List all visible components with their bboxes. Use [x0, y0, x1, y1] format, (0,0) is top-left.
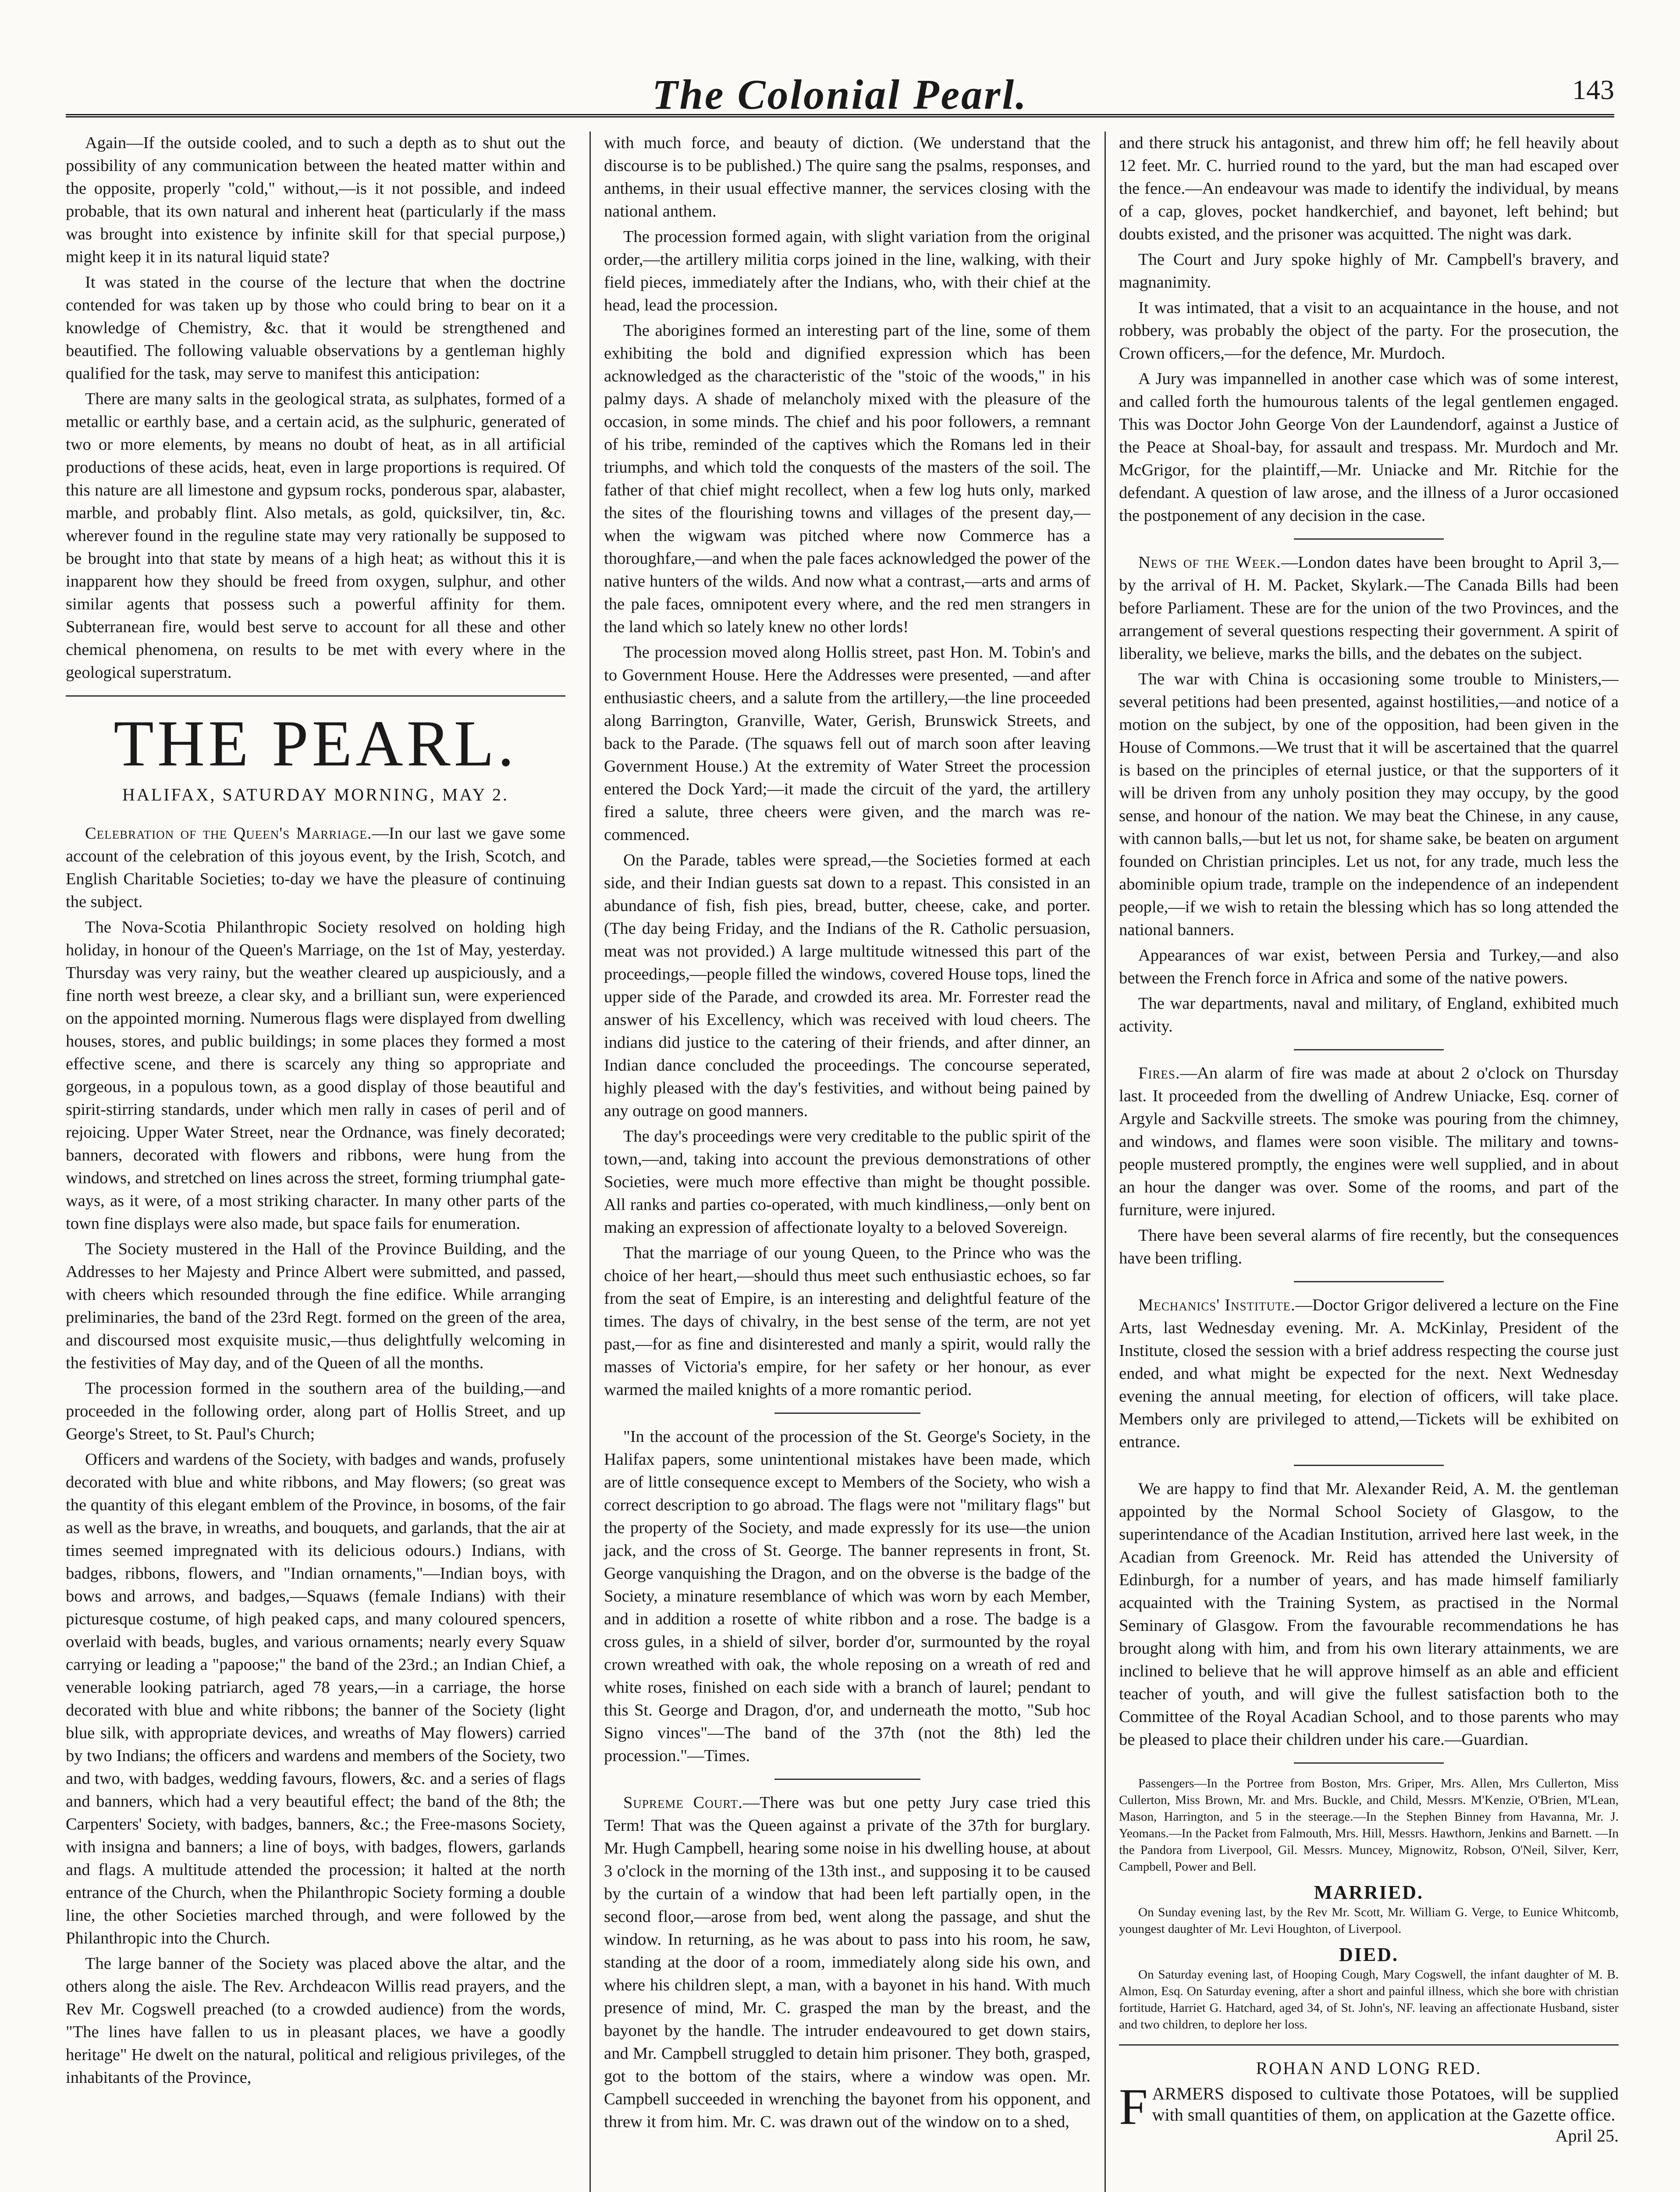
- paragraph: The procession formed again, with slight variation from the original order,—the artillery militia corps joined in the line, walking, with their field pieces, immediately after the Indians, who, with their chief at the head, lead the procession.: [604, 228, 1090, 314]
- article-heading: News of the Week.: [1138, 553, 1281, 572]
- column-3: [1105, 132, 1619, 2192]
- advertisement-date: April 25.: [1555, 2126, 1619, 2146]
- divider: [1294, 1465, 1444, 1466]
- article-text: —In our last we gave some account of the celebration of this joyous event, by the Irish, Scotch, and English Charitable Societies; to-day we have the pleasure of continuing the subject.: [66, 824, 565, 911]
- paragraph: The large banner of the Society was placed above the altar, and the others along the aisle. The Rev. Archdeacon Willis read prayers, and the Rev Mr. Cogswell preached (to a crowded audience) from the words, "The lines have fallen to us in pleasant places, we have a goodly heritage" He dwelt on the natural, political and religious privileges, of the inhabitants of the Province,: [66, 1954, 565, 2087]
- paragraph: That the marriage of our young Queen, to the Prince who was the choice of her heart,—should thus meet such enthusiastic echoes, so far from the seat of Empire, is an interesting and delightful feature of the times. The days of chivalry, in the best sense of the term, are not yet past,—for as fine and disinterested and manly a spirit, would rally the masses of Victoria's empire, for her safety or her honour, as ever warmed the mailed knights of a more romantic period.: [604, 1244, 1090, 1399]
- paragraph: "In the account of the procession of the St. George's Society, in the Halifax papers, some unintentional mistakes have been made, which are of little consequence except to Members of the Society, who wish a correct description to go abroad. The flags were not "military flags" but the property of the Society, and made expressly for its use—the union jack, and the cross of St. George. The banner represents in front, St. George vanquishing the Dragon, and on the obverse is the badge of the Society, a minature resemblance of which was worn by each Member, and in addition a rosette of white ribbon and a rose. The badge is a cross gules, in a shield of silver, border d'or, surmounted by the royal crown wreathed with oak, the whole reposing on a wreath of red and white roses, finished on each side with a branch of laurel; pendant to this St. George and Dragon, d'or, and underneath the motto, "Sub hoc Signo vinces"—The band of the 37th (not the 8th) led the procession."—Times.: [604, 1427, 1090, 1765]
- article-lead: [604, 1791, 1090, 2133]
- paragraph: The aborigines formed an interesting part of the line, some of them exhibiting the bold and dignified expression which has been acknowledged as the characteristic of the "stoic of the woods," in his palmy days. A shade of melancholy mixed with the pleasure of the occasion, in some minds. The chief and his poor followers, a remnant of his tribe, reminded of the captives which the Romans led in their triumphs, and which told the conquests of the masters of the soil. The father of that chief might recollect, when a few log huts only, marked the sites of the flourishing towns and villages of the present day,—when the wigwam was pitched where now Commerce has a thoroughfare,—and when the pale faces acknowledged the power of the native hunters of the wilds. And now what a contrast,—arts and arms of the pale faces, omnipotent every where, and the red men strangers in the land which so lately knew no other lords!: [604, 321, 1090, 636]
- divider: [1119, 2044, 1619, 2046]
- article-lead: [66, 822, 565, 913]
- article-lead: [1119, 1294, 1619, 1453]
- article-heading: Celebration of the Queen's Marriage.: [85, 824, 372, 843]
- divider: [774, 1413, 920, 1414]
- divider: [774, 1779, 920, 1780]
- paragraph: Again—If the outside cooled, and to such a depth as to shut out the possibility of any communication between the heated matter within and the opposite, properly "cold," without,—is it not possible, and indeed probable, that its own natural and inherent heat (particularly if the mass was brought into existence by infinite skill for that special purpose,) might keep it in its natural liquid state?: [66, 134, 565, 266]
- paragraph: The Society mustered in the Hall of the Province Building, and the Addresses to her Majesty and Prince Albert were submitted, and passed, with cheers which resounded through the fine edifice. While arranging preliminaries, the band of the 23rd Regt. formed on the green of the area, and discoursed most exquisite music,—thus delightfully welcoming in the festivities of May day, and of the Queen of all the months.: [66, 1240, 565, 1372]
- paragraph: The procession formed in the southern area of the building,—and proceeded in the following order, along part of Hollis Street, and up George's Street, to St. Paul's Church;: [66, 1379, 565, 1443]
- paragraph: with much force, and beauty of diction. (We understand that the discourse is to be published.) The quire sang the psalms, responses, and anthems, in their usual effective manner, the services closing with the national anthem.: [604, 134, 1090, 221]
- divider: [1294, 1762, 1444, 1764]
- advertisement-body: [1119, 2078, 1619, 2146]
- paragraph: A Jury was impannelled in another case which was of some interest, and called forth the humourous talents of the legal gentlemen engaged. This was Doctor John George Von der Laundendorf, against a Justice of the Peace at Shoal-bay, for assault and trespass. Mr. Murdoch and Mr. McGrigor, for the plaintiff,—Mr. Uniacke and Mr. Ritchie for the defendant. A question of law arose, and the illness of a Juror occasioned the postponement of any decision in the case.: [1119, 370, 1619, 525]
- paragraph: We are happy to find that Mr. Alexander Reid, A. M. the gentleman appointed by the Normal School Society of Glasgow, to the superintendance of the Acadian Institution, arrived here last week, in the Acadian from Greenock. Mr. Reid has attended the University of Edinburgh, for a number of years, and has made himself familiarly acquainted with the Training System, as practised in the Normal Seminary of Glasgow. From the favourable recommendations he has brought along with him, and from his own literary attainments, we are inclined to believe that he will approve himself as an able and efficient teacher of youth, and will give the fullest satisfaction both to the Committee of the Royal Acadian School, and to those parents who may be pleased to place their children under his care.—Guardian.: [1119, 1480, 1619, 1749]
- paragraph: On the Parade, tables were spread,—the Societies formed at each side, and their Indian guests sat down to a repast. This consisted in an abundance of fish, fish pies, bread, butter, cheese, cake, and porter. (The day being Friday, and the Indians of the R. Catholic persuasion, meat was not provided.) A large multitude witnessed this part of the proceedings,—people filled the windows, covered House tops, lined the upper side of the Parade, and crowded its area. Mr. Forrester read the answer of his Excellency, which was received with loud cheers. The indians did justice to the catering of their friends, and after dinner, an Indian dance concluded the proceedings. The concourse seperated, highly pleased with the day's festivities, and without being pained by any outrage on good manners.: [604, 851, 1090, 1120]
- article-text: —Doctor Grigor delivered a lecture on the Fine Arts, last Wednesday evening. Mr. A. McKinlay, President of the Institute, closed the session with a brief address respecting the course just ended, and what might be expected for the next. Next Wednesday evening the annual meeting, for election of officers, will take place. Members only are privileged to attend,—Tickets will be exhibited on entrance.: [1119, 1296, 1619, 1451]
- died-notice: On Saturday evening last, of Hooping Cough, Mary Cogswell, the infant daughter of M. B. Almon, Esq. On Saturday evening, after a short and painful illness, which she bore with christian fortitude, Harriet G. Hatchard, aged 34, of St. John's, NF. leaving an affectionate Husband, sister and two children, to deplore her loss.: [1119, 1968, 1619, 2032]
- paragraph: The war departments, naval and military, of England, exhibited much activity.: [1119, 994, 1619, 1036]
- article-heading: Supreme Court.: [623, 1793, 743, 1812]
- advertisement-text: ARMERS disposed to cultivate those Potatoes, will be supplied with small quantities of them, on application at the Gazette office.: [1152, 2084, 1619, 2124]
- paragraph: The war with China is occasioning some trouble to Ministers,—several petitions had been presented, against hostilities,—and notice of a motion on the subject, by one of the opposition, had been given in the House of Commons.—We trust that it will be ascertained that the quarrel is based on the principles of eternal justice, or that the supporters of it will be driven from any unholy position they may occupy, by the good sense, and honour of the nation. We may beat the Chinese, in any cause, with cannon balls,—but let us not, for shame sake, be beaten on argument founded on Christian principles. Let us not, for any trade, much less the abominible opium trade, trample on the independence of an independent people,—if we wish to retain the blessing which has so long attended the national banners.: [1119, 670, 1619, 939]
- column-1: [66, 132, 565, 2192]
- married-notice: On Sunday evening last, by the Rev Mr. Scott, Mr. William G. Verge, to Eunice Whitcomb, youngest daughter of Mr. Levi Houghton, of Liverpool.: [1119, 1905, 1619, 1936]
- article-text: —London dates have been brought to April 3,—by the arrival of H. M. Packet, Skylark.—The Canada Bills had been before Parliament. These are for the union of the two Provinces, and the arrangement of several questions respecting their government. A spirit of liberality, we believe, marks the bills, and the debates on the subject.: [1119, 553, 1619, 663]
- paragraph: The day's proceedings were very creditable to the public spirit of the town,—and, taking into account the previous demonstrations of other Societies, were much more effective than might be thought possible. All ranks and parties co-operated, with much kindliness,—only bent on making an expression of affectionate loyalty to a beloved Sovereign.: [604, 1127, 1090, 1237]
- married-heading: MARRIED.: [1314, 1882, 1424, 1903]
- paragraph: Appearances of war exist, between Persia and Turkey,—and also between the French force in Africa and some of the native powers.: [1119, 946, 1619, 987]
- paragraph: It was intimated, that a visit to an acquaintance in the house, and not robbery, was probably the object of the party. For the prosecution, the Crown officers,—for the defence, Mr. Murdoch.: [1119, 299, 1619, 363]
- article-heading: Mechanics' Institute.: [1138, 1296, 1296, 1314]
- paragraph: The procession moved along Hollis street, past Hon. M. Tobin's and to Government House. Here the Addresses were presented, —and after enthusiastic cheers, and a salute from the artillery,—the line proceeded along Barrington, Granville, Water, Gerish, Brunswick Streets, and back to the Parade. (The squaws fell out of march soon after leaving Government House.) At the extremity of Water Street the procession entered the Dock Yard;—it made the circuit of the yard, the artillery fired a salute, three cheers were given, and the march was re-commenced.: [604, 643, 1090, 844]
- newspaper-title: The Colonial Pearl.: [652, 71, 1028, 118]
- paragraph: The Nova-Scotia Philanthropic Society resolved on holding high holiday, in honour of the Queen's Marriage, on the 1st of May, yesterday. Thursday was very rainy, but the weather cleared up auspiciously, and a fine north west breeze, a clear sky, and a brilliant sun, were experienced on the appointed morning. Numerous flags were displayed from dwelling houses, stores, and public buildings; in some places they formed a most effective scene, and there is scarcely any thing so appropriate and gorgeous, in a populous town, as a good display of those beautiful and spirit-stirring standards, under which men rally in cases of peril and of rejoicing. Upper Water Street, near the Ordnance, was finely decorated; banners, decorated with flowers and ribbons, were hung from the windows, and stretched on lines across the street, forming triumphal gate-ways, as it were, of a most striking character. In many other parts of the town fine displays were also made, but space fails for enumeration.: [66, 918, 565, 1233]
- paragraph: Officers and wardens of the Society, with badges and wands, profusely decorated with blue and white ribbons, and May flowers; (so great was the quantity of this elegant emblem of the Province, in bosoms, of the fair as well as the brave, in wreaths, and bouquets, and garlands, that the air at times seemed impregnated with its delicious odours.) Indians, with badges, ribbons, flowers, and "Indian ornaments,"—Indian boys, with bows and arrows, and badges,—Squaws (female Indians) with their picturesque costume, of high peaked caps, and many coloured spencers, overlaid with beads, bugles, and various ornaments; nearly every Squaw carrying or leading a "papoose;" the band of the 23rd.; an Indian Chief, a venerable looking patriarch, aged 78 years,—in a carriage, the horse decorated with blue and white ribbons; the banner of the Society (light blue silk, with appropriate devices, and wreaths of May flowers) carried by two Indians; the officers and wardens and members of the Society, two and two, with badges, wedding favours, flowers, &c. and a series of flags and banners, which had a very beautiful effect; the band of the 8th; the Carpenters' Society, with badges, banners, &c.; the Free-masons Society, with insigna and banners; a line of boys, with badges, flowers, garlands and flags. A multitude attended the procession; it halted at the north entrance of the Church, when the Philanthropic Society forming a double line, the other Societies marched through, and were followed by the Philanthropic into the Church.: [66, 1450, 565, 1947]
- paragraph: and there struck his antagonist, and threw him off; he fell heavily about 12 feet. Mr. C. hurried round to the yard, but the man had escaped over the fence.—An endeavour was made to identify the individual, by means of a cap, gloves, pocket handkerchief, and bayonet, left behind; but doubts existed, and the prisoner was acquitted. The night was dark.: [1119, 134, 1619, 243]
- paragraph: There have been several alarms of fire recently, but the consequences have been trifling.: [1119, 1226, 1619, 1267]
- column-2: [590, 132, 1090, 2192]
- article-heading: Fires.: [1138, 1064, 1180, 1082]
- paragraph: There are many salts in the geological strata, as sulphates, formed of a metallic or earthly base, and a certain acid, as the sulphuric, generated of two or more elements, by means no doubt of heat, as in all artificial productions of these acids, heat, even in large proportions is required. Of this nature are all limestone and gypsum rocks, ponderous spar, alabaster, marble, and probably flint. Also metals, as gold, quicksilver, tin, &c. wherever found in the reguline state may very rationally be supposed to be brought into that state by means of a high heat; as without this it is inapparent how they should be freed from oxygen, sulphur, and other similar agents that possess such a powerful affinity for them. Subterranean fire, would best serve to account for all these and other chemical phenomena, on results to be met with every where in the geological superstratum.: [66, 390, 565, 682]
- masthead: [66, 66, 1614, 117]
- divider: [1294, 538, 1444, 540]
- dateline: HALIFAX, SATURDAY MORNING, MAY 2.: [122, 785, 509, 804]
- article-text: —There was but one petty Jury case tried this Term! That was the Queen against a private of the 37th for burglary. Mr. Hugh Campbell, hearing some noise in his dwelling house, at about 3 o'clock in the morning of the 13th inst., and supposing it to be caused by the curtain of a window that had been left partially open, in the second floor,—arose from bed, went along the passage, and shut the window. In returning, as he was about to pass into his room, he saw, standing at the door of a room, immediately along side his own, and where his children slept, a man, with a bayonet in his hand. With much presence of mind, Mr. C. grasped the man by the breast, and the bayonet by the handle. The intruder endeavoured to get down stairs, and Mr. Campbell struggled to detain him prisoner. They both, grasped, got to the bottom of the stairs, where a window was open. Mr. Campbell succeeded in wrenching the bayonet from his opponent, and threw it from him. Mr. C. was drawn out of the window on to a shed,: [604, 1793, 1090, 2131]
- died-heading: DIED.: [1339, 1944, 1399, 1965]
- paragraph: The Court and Jury spoke highly of Mr. Campbell's bravery, and magnanimity.: [1119, 250, 1619, 292]
- advertisement-footer: [1152, 2125, 1619, 2146]
- section-title: THE PEARL.: [66, 695, 565, 781]
- paragraph: It was stated in the course of the lecture that when the doctrine contended for was taken up by those who could bring to bear on it a knowledge of Chemistry, &c. that it would be strengthened and beautified. The following valuable observations by a gentleman highly qualified for the task, may serve to manifest this anticipation:: [66, 273, 565, 383]
- divider: [1294, 1049, 1444, 1050]
- advertisement-heading: ROHAN AND LONG RED.: [1256, 2058, 1482, 2078]
- drop-cap: F: [1119, 2078, 1148, 2135]
- article-text: —An alarm of fire was made at about 2 o'clock on Thursday last. It proceeded from the dwelling of Andrew Uniacke, Esq. corner of Argyle and Sackville streets. The smoke was pouring from the chimney, and windows, and flames were soon visible. The military and towns-people mustered promptly, the engines were well supplied, and in about an hour the danger was over. Some of the rooms, and part of the furniture, were injured.: [1119, 1064, 1619, 1219]
- passengers-notice: Passengers—In the Portree from Boston, Mrs. Griper, Mrs. Allen, Mrs Cullerton, Miss Cullerton, Miss Brown, Mr. and Mrs. Buckle, and Child, Messrs. M'Kenzie, O'Brien, M'Lean, Mason, Harrington, and 5 in the steerage.—In the Stephen Binney from Havanna, Mr. J. Yeomans.—In the Packet from Falmouth, Mrs. Hill, Messrs. Hawthorn, Jenkins and Barnett. —In the Pandora from Liverpool, Gil. Messrs. Muncey, Mignowitz, Robson, O'Neil, Silver, Kerr, Campbell, Power and Bell.: [1119, 1776, 1619, 1874]
- divider: [1294, 1281, 1444, 1282]
- article-lead: [1119, 1062, 1619, 1221]
- article-lead: [1119, 551, 1619, 665]
- page-number: 143: [1572, 74, 1614, 105]
